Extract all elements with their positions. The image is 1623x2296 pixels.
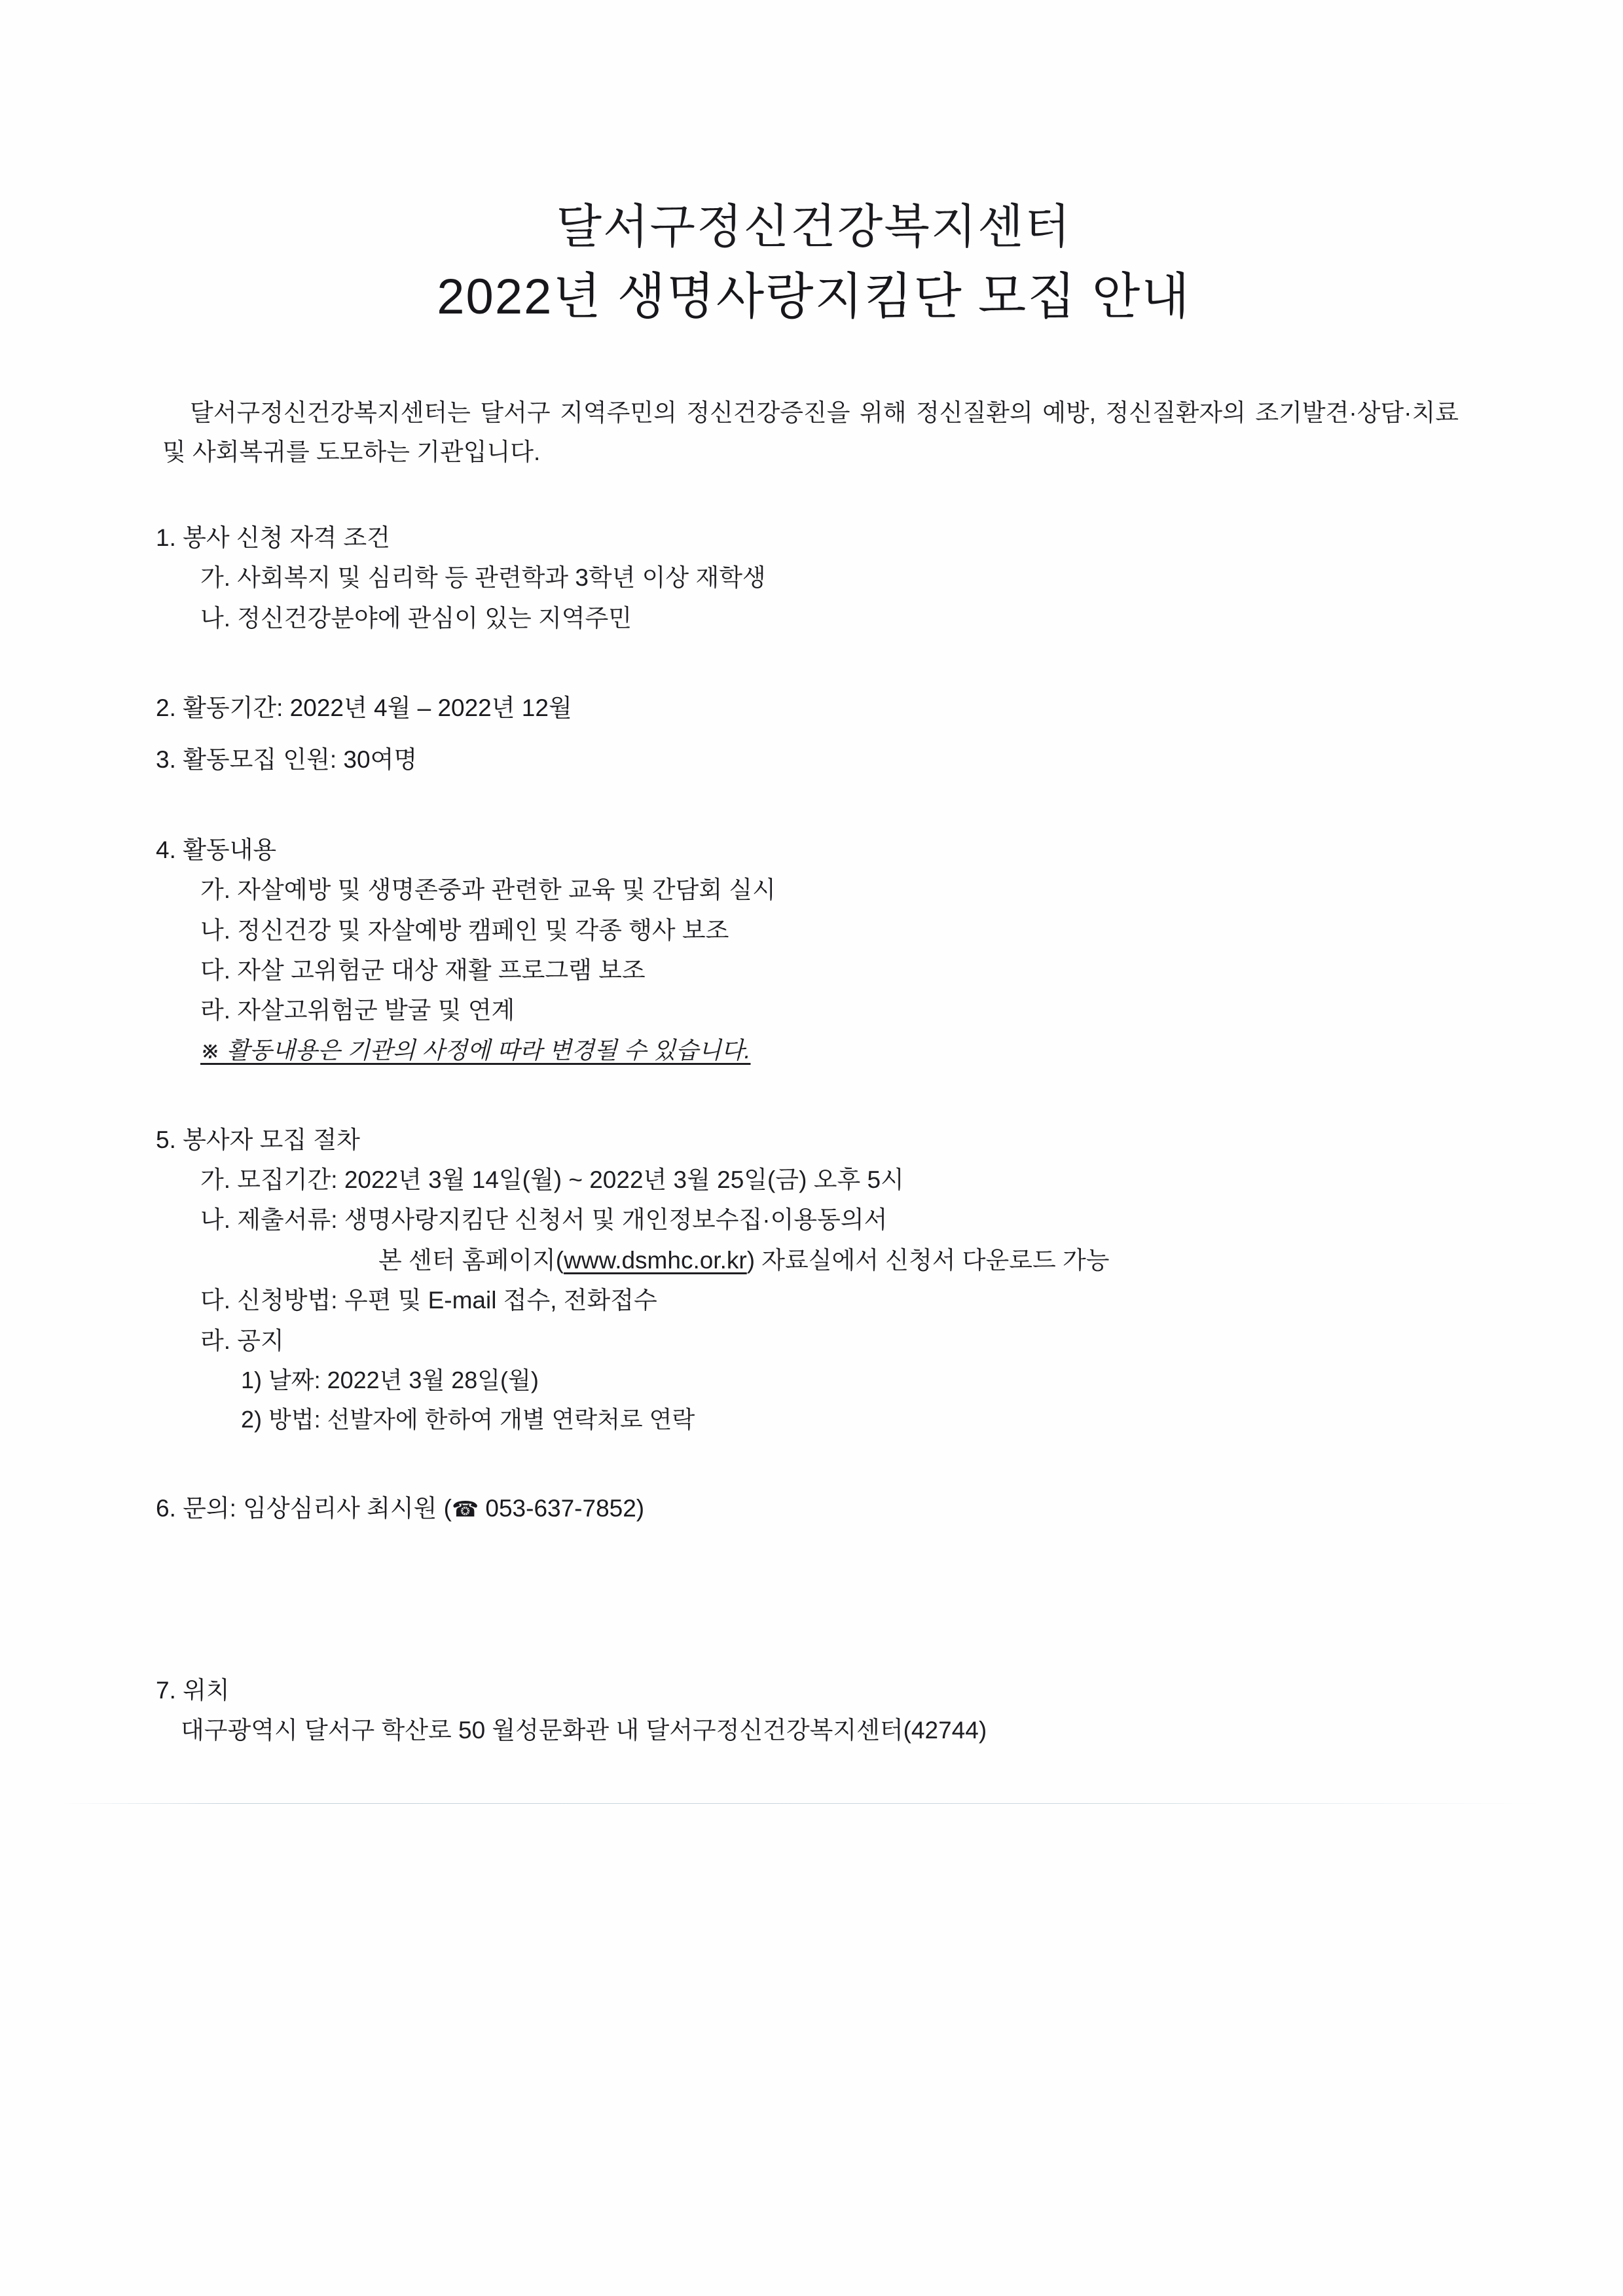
homepage-link[interactable]: www.dsmhc.or.kr (564, 1246, 747, 1274)
section-activities (149, 830, 1478, 1070)
section-4-item-d: 라. 자살고위험군 발굴 및 연계 (200, 997, 515, 1024)
section-5-heading: 5. 봉사자 모집 절차 (156, 1126, 360, 1153)
section-5-item-b: 나. 제출서류: 생명사랑지킴단 신청서 및 개인정보수집·이용동의서 (200, 1206, 888, 1234)
section-recruitment-process (149, 1120, 1478, 1439)
section-5-item-a: 가. 모집기간: 2022년 3월 14일(월) ~ 2022년 3월 25일(금) 오후 5시 (200, 1166, 904, 1193)
document-title-line-2: 2022년 생명사랑지킴단 모집 안내 (437, 269, 1191, 325)
section-7-address: 대구광역시 달서구 학산로 50 월성문화관 내 달서구정신건강복지센터(42744) (181, 1717, 987, 1744)
document-title-block (149, 196, 1478, 331)
contact-phone: 053-637-7852) (479, 1495, 645, 1522)
section-4-item-a: 가. 자살예방 및 생명존중과 관련한 교육 및 간담회 실시 (200, 876, 776, 904)
section-1-item-a: 가. 사회복지 및 심리학 등 관련학과 3학년 이상 재학생 (200, 564, 766, 592)
section-4-item-c: 다. 자살 고위험군 대상 재활 프로그램 보조 (200, 956, 646, 984)
section-6-heading (149, 1488, 1478, 1528)
homepage-text-suffix: ) 자료실에서 신청서 다운로드 가능 (746, 1246, 1110, 1274)
telephone-icon: ☎ (452, 1497, 479, 1522)
section-4-item-b: 나. 정신건강 및 자살예방 캠페인 및 각종 행사 보조 (200, 916, 729, 944)
section-4-heading: 4. 활동내용 (156, 836, 277, 863)
intro-text: 달서구정신건강복지센터는 달서구 지역주민의 정신건강증진을 위해 정신질환의 예방, 정신질환자의 조기발견·상담·치료 및 사회복귀를 도모하는 기관입니다. (162, 399, 1459, 465)
homepage-text-prefix: 본 센터 홈페이지( (378, 1246, 564, 1274)
scan-artifact-line (59, 1803, 1544, 1804)
section-4-note: ※ 활동내용은 기관의 사정에 따라 변경될 수 있습니다. (200, 1036, 751, 1064)
section-5-item-c: 다. 신청방법: 우편 및 E-mail 접수, 전화접수 (200, 1287, 657, 1314)
document-title-line-1: 달서구정신건강복지센터 (556, 201, 1072, 253)
section-qualification (149, 518, 1478, 638)
section-5-item-b-continuation (149, 1240, 1478, 1280)
section-5-item-d-1: 1) 날짜: 2022년 3월 28일(월) (241, 1366, 539, 1393)
contact-prefix: 6. 문의: 임상심리사 최시원 ( (156, 1495, 452, 1522)
intro-paragraph (162, 393, 1459, 472)
section-5-item-d: 라. 공지 (200, 1327, 284, 1354)
section-contact (149, 1488, 1478, 1528)
document-body (149, 196, 1478, 1763)
section-1-heading: 1. 봉사 신청 자격 조건 (156, 524, 390, 551)
section-3-heading: 3. 활동모집 인원: 30여명 (156, 746, 418, 774)
section-headcount (149, 740, 1478, 780)
section-5-item-d-2: 2) 방법: 선발자에 한하여 개별 연락처로 연락 (241, 1405, 695, 1433)
section-location (149, 1670, 1478, 1751)
section-2-heading: 2. 활동기간: 2022년 4월 – 2022년 12월 (156, 694, 572, 721)
section-7-heading: 7. 위치 (156, 1676, 230, 1704)
section-1-item-b: 나. 정신건강분야에 관심이 있는 지역주민 (200, 604, 632, 632)
section-period (149, 688, 1478, 728)
